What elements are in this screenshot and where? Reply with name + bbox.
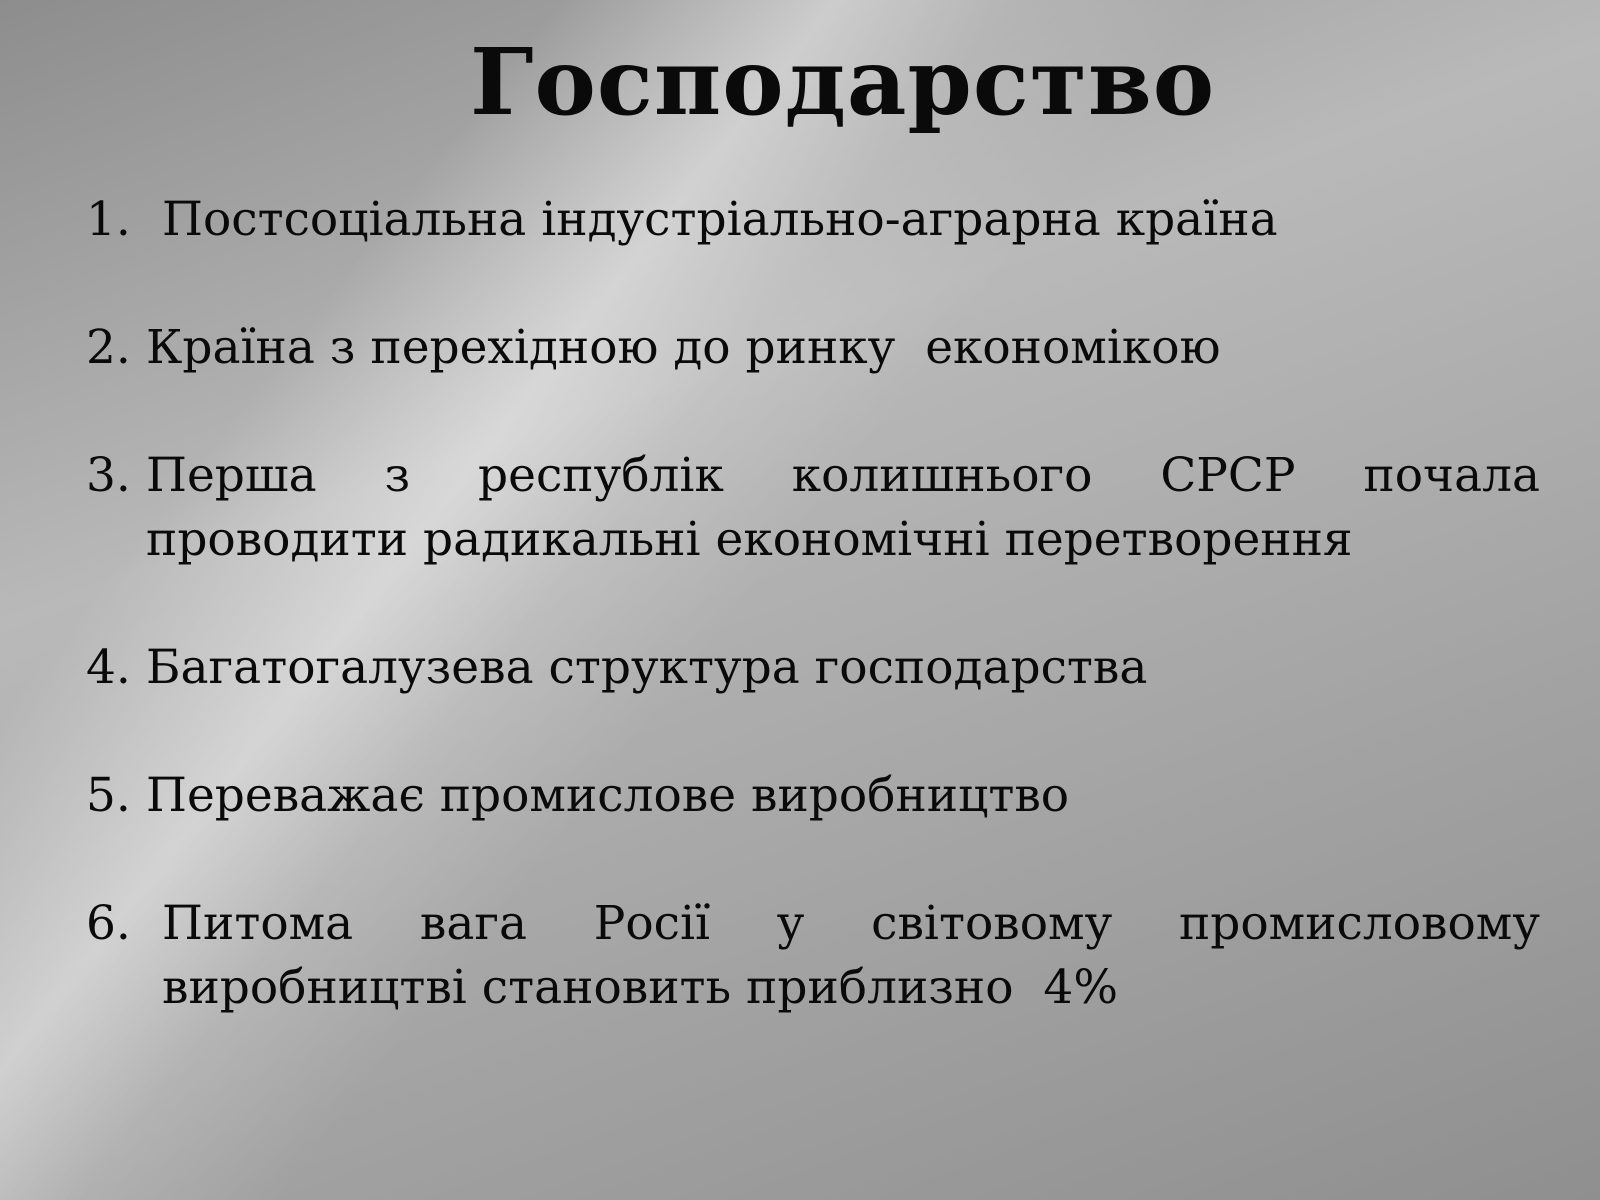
list-item-number: 2.	[86, 320, 131, 375]
list-item	[86, 636, 1540, 700]
list-item-text: Країна з перехідною до ринку економікою	[146, 320, 1221, 375]
list-item-number: 5.	[86, 768, 131, 823]
list-item-number: 3.	[86, 448, 131, 503]
list-item-number: 4.	[86, 640, 131, 695]
list-item-text: Постсоціальна індустріально-аграрна країна	[162, 192, 1278, 247]
list-item-number: 6.	[86, 896, 131, 951]
list-item-text: Переважає промислове виробництво	[146, 768, 1070, 823]
list-item	[86, 188, 1540, 252]
list-item-text: Перша з республік колишнього СРСР почала проводити радикальні економічні перетворення	[146, 448, 1540, 567]
slide-title: Господарство	[470, 28, 1216, 136]
list-item-text: Питома вага Росії у світовому промисловому виробництві становить приблизно 4%	[162, 896, 1555, 1015]
list-item	[86, 444, 1540, 572]
list-item	[86, 764, 1540, 828]
list-item	[86, 316, 1540, 380]
list-item-text: Багатогалузева структура господарства	[146, 640, 1148, 695]
list-item-number: 1.	[86, 192, 131, 247]
bullet-list	[86, 188, 1555, 1084]
list-item	[86, 892, 1555, 1020]
